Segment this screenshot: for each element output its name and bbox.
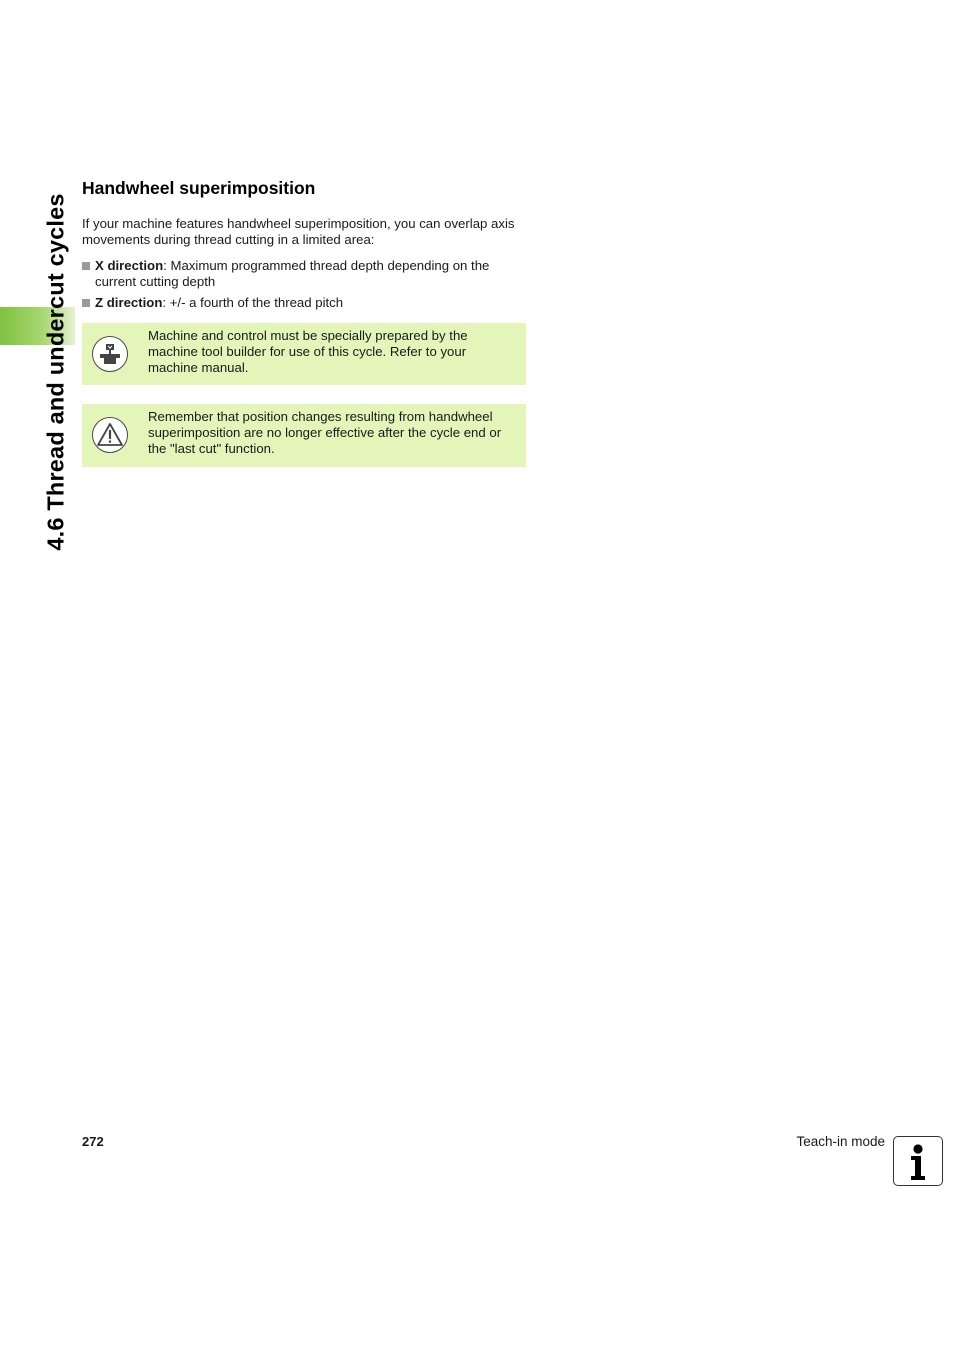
section-heading: Handwheel superimposition — [82, 178, 316, 198]
note-text: Machine and control must be specially prepared by the machine tool builder for use of this cycle. Refer to your machine manual. — [148, 328, 468, 375]
list-item-text: : +/- a fourth of the thread pitch — [162, 295, 344, 310]
footer-chapter-title: Teach-in mode — [796, 1134, 885, 1149]
note-text: Remember that position changes resulting from handwheel superimposition are no longer effective after the cycle end or the "last cut" function. — [148, 409, 502, 456]
list-item-term: Z direction — [95, 295, 163, 310]
direction-list — [82, 258, 532, 316]
list-item-text: : Maximum programmed thread depth depending on the current cutting depth — [95, 258, 490, 289]
bullet-square-icon — [82, 262, 90, 270]
chapter-title: 4.6 Thread and undercut cycles — [42, 193, 69, 551]
note-machine-requirement — [82, 323, 526, 385]
list-item-x-direction — [82, 258, 532, 290]
list-item-z-direction — [82, 295, 532, 311]
page-number: 272 — [82, 1134, 104, 1149]
warning-icon — [92, 417, 128, 453]
bullet-square-icon — [82, 299, 90, 307]
info-icon — [893, 1136, 943, 1186]
list-item-term: X direction — [95, 258, 164, 273]
intro-paragraph: If your machine features handwheel superimposition, you can overlap axis movements during thread cutting in a limited area: — [82, 216, 515, 247]
machine-tool-icon — [92, 336, 128, 372]
note-warning — [82, 404, 526, 467]
